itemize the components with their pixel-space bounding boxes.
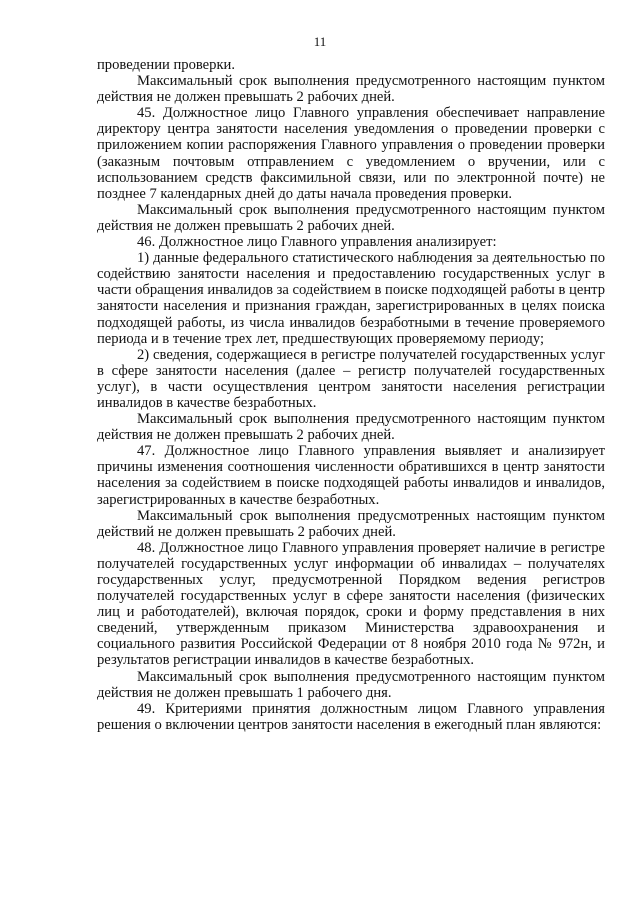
- paragraph: Максимальный срок выполнения предусмотренных настоящим пунктом действий не должен превышать 2 рабочих дней.: [97, 507, 605, 540]
- document-body: [97, 57, 605, 733]
- page-number: 11: [313, 34, 327, 49]
- paragraph: 2) сведения, содержащиеся в регистре получателей государственных услуг в сфере занятости населения (далее – регистр получателей государственных услуг), в части осуществления центром занятости населения регистрации инвалидов в качестве безработных.: [97, 346, 605, 411]
- paragraph: 49. Критериями принятия должностным лицом Главного управления решения о включении центров занятости населения в ежегодный план являются:: [97, 700, 605, 733]
- paragraph: Максимальный срок выполнения предусмотренного настоящим пунктом действия не должен превышать 2 рабочих дней.: [97, 73, 605, 106]
- paragraph: 46. Должностное лицо Главного управления анализирует:: [137, 234, 497, 251]
- paragraph: 47. Должностное лицо Главного управления выявляет и анализирует причины изменения соотношения численности обратившихся в центр занятости населения за содействием в поиске подходящей работы инвалидов и инвалидов, зарегистрированных в качестве безработных.: [97, 443, 605, 508]
- paragraph: Максимальный срок выполнения предусмотренного настоящим пунктом действия не должен превышать 2 рабочих дней.: [97, 201, 605, 234]
- paragraph: 45. Должностное лицо Главного управления обеспечивает направление директору центра занятости населения уведомления о проведении проверки с приложением копии распоряжения Главного управления о проведении проверки (заказным почтовым отправлением с уведомлением о вручении, или с использованием средств факсимильной связи, или по электронной почте) не позднее 7 календарных дней до даты начала проведения проверки.: [97, 105, 605, 202]
- paragraph: Максимальный срок выполнения предусмотренного настоящим пунктом действия не должен превышать 2 рабочих дней.: [97, 411, 605, 444]
- paragraph: 1) данные федерального статистического наблюдения за деятельностью по содействию занятости населения и предоставлению государственных услуг в части обращения инвалидов за содействием в поиске подходящей работы в центр занятости населения и признания граждан, зарегистрированных в целях поиска подходящей работы, из числа инвалидов безработными в течение проверяемого периода и в течение трех лет, предшествующих проверяемому периоду;: [97, 250, 605, 347]
- paragraph: Максимальный срок выполнения предусмотренного настоящим пунктом действия не должен превышать 1 рабочего дня.: [97, 668, 605, 701]
- paragraph: 48. Должностное лицо Главного управления проверяет наличие в регистре получателей государственных услуг информации об инвалидах – получателях государственных услуг, предусмотренной Порядком ведения регистров получателей государственных услуг в сфере занятости населения (физических лиц и работодателей), включая порядок, сроки и форму представления в них сведений, утвержденным приказом Министерства здравоохранения и социального развития Российской Федерации от 8 ноября 2010 года № 972н, и результатов регистрации инвалидов в качестве безработных.: [97, 539, 605, 669]
- paragraph: проведении проверки.: [97, 57, 236, 73]
